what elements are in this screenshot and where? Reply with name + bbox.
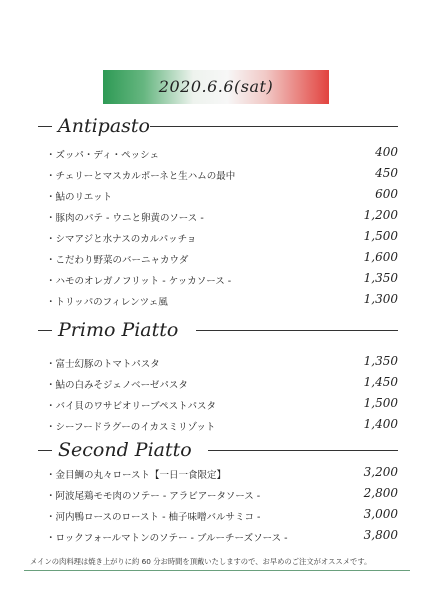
item-name: ・豚肉のパテ - ウニと卵黄のソース - — [46, 213, 204, 224]
item-name: ・鮎のリエット — [46, 192, 113, 203]
item-price: 1,450 — [363, 375, 398, 389]
item-price: 3,000 — [363, 507, 398, 521]
section-header-second-piatto — [38, 439, 398, 463]
section-title: Primo Piatto — [58, 319, 179, 341]
menu-item — [46, 145, 398, 161]
menu-item — [46, 250, 398, 266]
item-price: 1,400 — [363, 417, 398, 431]
item-name: ・バイ貝のワサビオリーブペストパスタ — [46, 401, 216, 412]
header-dash — [38, 450, 52, 451]
header-dash — [38, 330, 52, 331]
item-name: ・こだわり野菜のバーニャカウダ — [46, 255, 189, 266]
menu-item — [46, 417, 398, 433]
item-price: 400 — [375, 145, 398, 159]
menu-item — [46, 354, 398, 370]
menu-item — [46, 465, 398, 481]
bottom-rule — [24, 570, 410, 571]
menu-item — [46, 208, 398, 224]
header-rule — [150, 126, 398, 127]
item-price: 1,500 — [363, 229, 398, 243]
section-title: Second Piatto — [58, 439, 192, 461]
menu-item — [46, 375, 398, 391]
menu-item — [46, 292, 398, 308]
item-price: 3,800 — [363, 528, 398, 542]
item-name: ・ロックフォールマトンのソテー - ブルーチーズソース - — [46, 533, 288, 544]
item-price: 600 — [375, 187, 398, 201]
menu-item — [46, 166, 398, 182]
item-price: 1,300 — [363, 292, 398, 306]
date-banner — [103, 70, 329, 104]
header-rule — [196, 330, 398, 331]
item-name: ・河内鴨ロースのロースト - 柚子味噌バルサミコ - — [46, 512, 261, 523]
item-price: 1,200 — [363, 208, 398, 222]
item-name: ・金目鯛の丸々ロースト【一日一食限定】 — [46, 470, 227, 481]
item-name: ・鮎の白みそジェノベーゼパスタ — [46, 380, 188, 391]
menu-item — [46, 396, 398, 412]
item-price: 450 — [375, 166, 398, 180]
menu-item — [46, 271, 398, 287]
item-name: ・富士幻豚のトマトパスタ — [46, 359, 160, 370]
item-price: 1,350 — [363, 354, 398, 368]
item-price: 1,350 — [363, 271, 398, 285]
section-title: Antipasto — [58, 115, 150, 137]
menu-item — [46, 528, 398, 544]
item-name: ・トリッパのフィレンツェ風 — [46, 297, 168, 308]
item-price: 1,500 — [363, 396, 398, 410]
menu-date: 2020.6.6(sat) — [158, 77, 274, 96]
section-header-antipasto — [38, 115, 398, 139]
item-name: ・シーフードラグーのイカスミリゾット — [46, 422, 216, 433]
item-name: ・阿波尾鶏モモ肉のソテー - アラビアータソース - — [46, 491, 261, 502]
item-name: ・ハモのオレガノフリット - ケッカソース - — [46, 276, 232, 287]
section-header-primo-piatto — [38, 319, 398, 343]
item-price: 2,800 — [363, 486, 398, 500]
item-name: ・ズッパ・ディ・ペッシェ — [46, 150, 159, 161]
item-name: ・チェリーとマスカルポーネと生ハムの最中 — [46, 171, 236, 182]
menu-item — [46, 187, 398, 203]
menu-item — [46, 229, 398, 245]
footnote: メインの肉料理は焼き上がりに約 60 分お時間を頂戴いたしますので、お早めのご注文がオススメです。 — [30, 557, 372, 566]
header-dash — [38, 126, 52, 127]
item-price: 1,600 — [363, 250, 398, 264]
item-price: 3,200 — [363, 465, 398, 479]
item-name: ・シマアジと水ナスのカルパッチョ — [46, 234, 197, 245]
menu-item — [46, 486, 398, 502]
menu-item — [46, 507, 398, 523]
header-rule — [208, 450, 398, 451]
